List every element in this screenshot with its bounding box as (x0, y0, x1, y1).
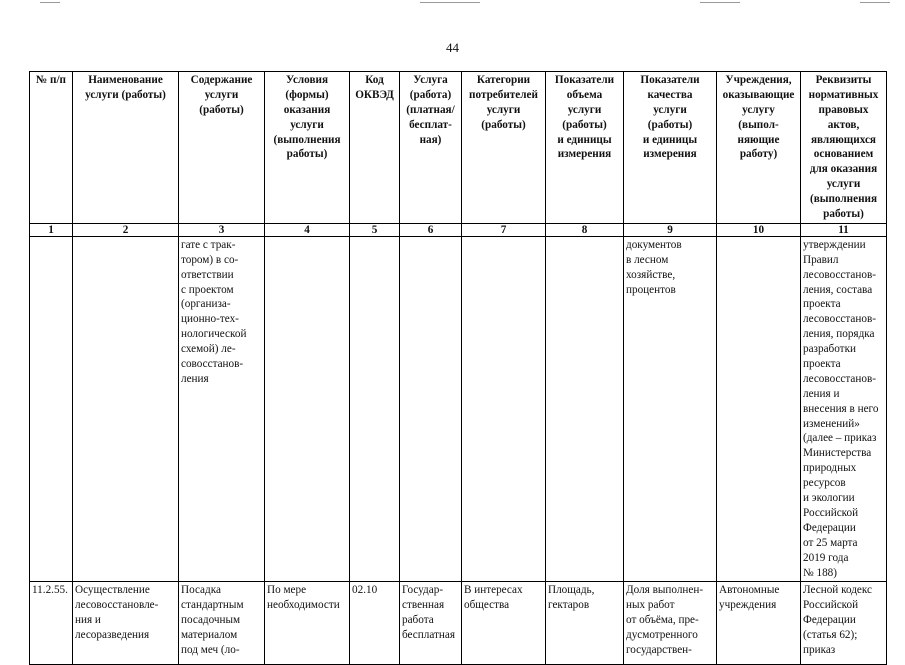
column-number-10: 10 (717, 223, 801, 236)
header-row (30, 72, 887, 224)
continuation-cell-8 (546, 236, 624, 581)
cell-line: ОКВЭД (355, 88, 394, 101)
cell-line: Правил (803, 253, 839, 266)
continuation-cell-6 (400, 236, 462, 581)
cell-line: 11.2.55. (32, 584, 68, 597)
entry-cell-4 (265, 582, 350, 665)
table-row (30, 582, 887, 665)
cell-line: схемой) ле- (181, 343, 236, 356)
cell-line: ресурсов (803, 477, 846, 490)
cell-line: лесовосстанов- (803, 268, 876, 281)
cell-line: правовых (818, 103, 869, 116)
cell-line: для оказания (809, 163, 878, 176)
cell-line: ответствии (181, 268, 234, 281)
entry-cell-7 (462, 582, 546, 665)
cell-line: потребителей (469, 88, 538, 101)
continuation-cell-11 (801, 236, 887, 581)
column-number-row (30, 223, 887, 236)
cell-line: в лесном (626, 253, 669, 266)
cell-line: услуги (567, 103, 602, 116)
column-number-11: 11 (801, 223, 887, 236)
cell-line: ных работ (626, 599, 675, 612)
cell-line: объема (566, 88, 603, 101)
cell-line: гектаров (548, 599, 590, 612)
cell-line: лесовосстанов- (803, 372, 876, 385)
cell-line: внесения в него (803, 402, 879, 415)
scan-edge-marks (0, 0, 905, 6)
cell-line: работы) (823, 208, 864, 221)
entry-cell-11 (801, 582, 887, 665)
cell-line: под меч (ло- (181, 643, 240, 656)
cell-line: услуги (653, 103, 687, 116)
header-cell-4 (265, 72, 350, 224)
cell-line: (выполнения (273, 133, 341, 146)
cell-line: изменений» (803, 417, 860, 430)
cell-line: (выпол- (738, 118, 779, 131)
header-cell-6 (400, 72, 462, 224)
cell-line: Министерства (803, 447, 872, 460)
header-cell-9 (624, 72, 717, 224)
cell-line: (далее – приказ (803, 432, 877, 445)
cell-line: услуги (826, 178, 861, 191)
continuation-cell-3 (179, 236, 265, 581)
cell-line: Государ- (402, 584, 444, 597)
cell-line: Услуга (413, 74, 448, 86)
cell-line: Содержание (190, 74, 253, 86)
cell-line: Наименование (88, 74, 163, 86)
cell-line: Категории (476, 74, 531, 86)
entry-cell-5 (350, 582, 400, 665)
cell-line: Российской (803, 599, 859, 612)
cell-line: государствен- (626, 643, 692, 656)
cell-line: и экологии (803, 492, 855, 505)
cell-line: качества (647, 88, 693, 101)
cell-line: Доля выполнен- (626, 584, 704, 597)
cell-line: посадочным (181, 614, 241, 627)
cell-line: услуги (204, 88, 239, 101)
cell-line: (работы) (481, 118, 526, 131)
header-cell-1 (30, 72, 73, 224)
cell-line: оказывающие (722, 88, 795, 101)
cell-line: приказ (803, 643, 836, 656)
cell-line: Посадка (181, 584, 221, 597)
cell-line: 2019 года (803, 551, 849, 564)
cell-line: лесовосстанов- (803, 313, 876, 326)
cell-line: природных (803, 462, 857, 475)
cell-line: стандартным (181, 599, 244, 612)
continuation-cell-5 (350, 236, 400, 581)
cell-line: Показатели (554, 74, 615, 86)
cell-line: от 25 марта (803, 536, 858, 549)
entry-cell-9 (624, 582, 717, 665)
cell-line: являющихся (810, 133, 876, 146)
cell-line: от объёма, пре- (626, 614, 699, 627)
page-number: 44 (446, 40, 459, 55)
cell-line: ления, порядка (803, 328, 875, 341)
cell-line: № п/п (35, 74, 67, 86)
cell-line: (статья 62); (803, 629, 858, 642)
cell-line: Показатели (640, 74, 700, 86)
cell-line: Автономные (719, 584, 780, 597)
cell-line: Федерации (803, 614, 856, 627)
cell-line: измерения (643, 148, 697, 161)
entry-cell-10 (717, 582, 801, 665)
column-number-4: 4 (265, 223, 350, 236)
cell-line: и единицы (642, 133, 698, 146)
cell-line: (организа- (181, 298, 231, 311)
cell-line: совосстанов- (181, 358, 244, 371)
cell-line: По мере (267, 584, 307, 597)
continuation-cell-9 (624, 236, 717, 581)
entry-cell-3 (179, 582, 265, 665)
cell-line: документов (626, 238, 682, 251)
column-number-5: 5 (350, 223, 400, 236)
cell-line: хозяйстве, (626, 268, 676, 281)
cell-line: Реквизиты (815, 74, 872, 86)
cell-line: материалом (181, 629, 238, 642)
cell-line: (формы) (285, 88, 329, 101)
cell-line: (работы) (562, 118, 607, 131)
header-cell-5 (350, 72, 400, 224)
cell-line: Российской (803, 506, 859, 519)
cell-line: необходимости (267, 599, 340, 612)
cell-line: (работы) (199, 103, 244, 116)
cell-line: няющие (737, 133, 780, 146)
cell-line: проекта (803, 298, 841, 311)
cell-line: работы) (286, 148, 328, 161)
cell-line: проекта (803, 358, 841, 371)
header-cell-8 (546, 72, 624, 224)
cell-line: услуги (290, 118, 324, 131)
cell-line: оказания (283, 103, 331, 116)
column-number-8: 8 (546, 223, 624, 236)
continuation-cell-4 (265, 236, 350, 581)
entry-cell-6 (400, 582, 462, 665)
cell-line: Условия (285, 74, 329, 86)
continuation-row (30, 236, 887, 581)
cell-line: № 188) (803, 566, 837, 579)
header-cell-7 (462, 72, 546, 224)
cell-line: (работа) (409, 88, 452, 101)
entry-cell-8 (546, 582, 624, 665)
cell-line: дусмотренного (626, 629, 698, 642)
column-number-9: 9 (624, 223, 717, 236)
cell-line: услуги (работы) (85, 88, 166, 101)
cell-line: ственная (402, 599, 445, 612)
cell-line: услуги (486, 103, 521, 116)
header-cell-3 (179, 72, 265, 224)
cell-line: ционно-тех- (181, 313, 239, 326)
continuation-cell-2 (73, 236, 179, 581)
cell-line: ния и (75, 614, 101, 627)
cell-line: В интересах (464, 584, 523, 597)
cell-line: гате с трак- (181, 238, 236, 251)
cell-line: (работы) (647, 118, 693, 131)
cell-line: Лесной кодекс (803, 584, 873, 597)
column-number-1: 1 (30, 223, 73, 236)
cell-line: Осуществление (75, 584, 150, 597)
cell-line: услугу (742, 103, 775, 116)
column-number-7: 7 (462, 223, 546, 236)
cell-line: утверждении (803, 238, 866, 251)
header-cell-11 (801, 72, 887, 224)
cell-line: Площадь, (548, 584, 595, 597)
cell-line: тором) в со- (181, 253, 239, 266)
cell-line: Код (365, 74, 384, 86)
cell-line: с проектом (181, 283, 234, 296)
column-number-6: 6 (400, 223, 462, 236)
cell-line: работу) (739, 148, 778, 161)
cell-line: актов, (827, 118, 860, 131)
column-number-2: 2 (73, 223, 179, 236)
cell-line: бесплат- (409, 118, 452, 131)
continuation-cell-7 (462, 236, 546, 581)
cell-line: бесплатная (402, 629, 455, 642)
cell-line: и единицы (557, 133, 612, 146)
cell-line: основанием (813, 148, 874, 161)
entry-cell-2 (73, 582, 179, 665)
cell-line: процентов (626, 283, 676, 296)
cell-line: общества (464, 599, 510, 612)
cell-line: (выполнения (809, 193, 878, 206)
cell-line: Федерации (803, 521, 856, 534)
cell-line: нормативных (808, 88, 879, 101)
cell-line: (платная/ (406, 103, 455, 116)
cell-line: разработки (803, 343, 856, 356)
cell-line: ления (181, 372, 209, 385)
cell-line: ления, состава (803, 283, 873, 296)
header-cell-10 (717, 72, 801, 224)
column-number-3: 3 (179, 223, 265, 236)
cell-line: 02.10 (352, 584, 378, 597)
cell-line: ления и (803, 387, 840, 400)
cell-line: измерения (557, 148, 612, 161)
entry-cell-1 (30, 582, 73, 665)
cell-line: лесоразведения (75, 629, 150, 642)
continuation-cell-10 (717, 236, 801, 581)
cell-line: лесовосстановле- (75, 599, 159, 612)
cell-line: ная) (419, 133, 442, 146)
continuation-cell-1 (30, 236, 73, 581)
services-table (29, 71, 887, 665)
cell-line: работа (402, 614, 434, 627)
header-cell-2 (73, 72, 179, 224)
cell-line: Учреждения, (725, 74, 792, 86)
cell-line: нологической (181, 328, 247, 341)
cell-line: учреждения (719, 599, 777, 612)
